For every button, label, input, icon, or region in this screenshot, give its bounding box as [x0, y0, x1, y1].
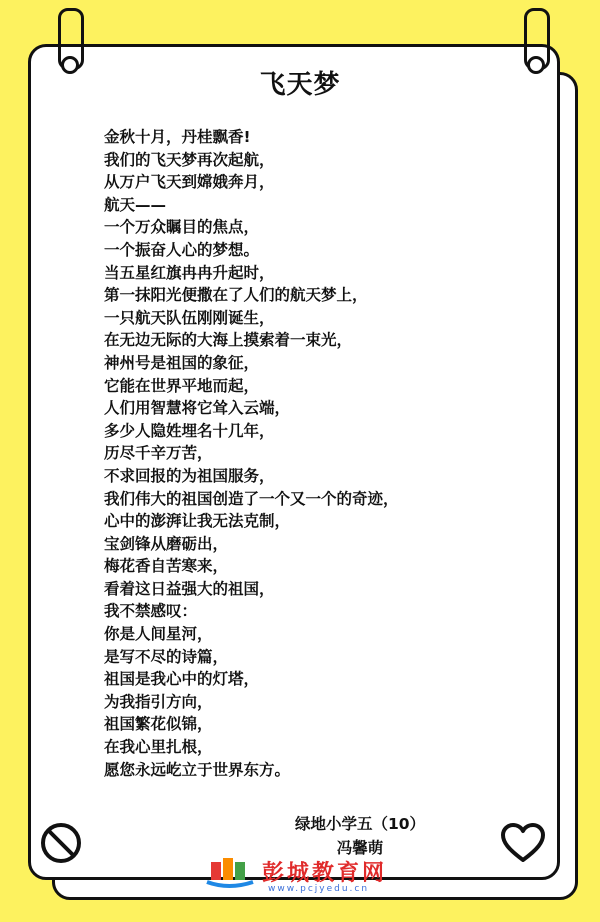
poem-line: 一个万众瞩目的焦点，: [104, 218, 260, 237]
watermark-url: www.pcjyedu.cn: [268, 884, 370, 894]
poem-line: 祖国繁花似锦，: [104, 715, 213, 734]
poem-line: 它能在世界平地而起，: [104, 376, 260, 395]
poem-line: 第一抹阳光便撒在了人们的航天梦上，: [104, 286, 368, 305]
poem-line: 为我指引方向，: [104, 692, 213, 711]
watermark-name: 彭城教育网: [262, 861, 388, 886]
poem-line: 我们伟大的祖国创造了一个又一个的奇迹，: [104, 489, 399, 508]
poem-body: [104, 126, 544, 781]
poem-line: 不求回报的为祖国服务，: [104, 466, 275, 485]
no-symbol-icon: [40, 822, 82, 864]
poem-line: 我们的飞天梦再次起航，: [104, 150, 275, 169]
poem-line: 在我心里扎根，: [104, 738, 213, 757]
poem-line: 宝剑锋从磨砺出，: [104, 534, 229, 553]
poem-line: 一个振奋人心的梦想。: [104, 240, 260, 259]
poem-line: 当五星红旗冉冉升起时，: [104, 263, 275, 282]
poem-line: 你是人间星河，: [104, 625, 213, 644]
heart-icon: [500, 822, 546, 864]
poem-line: 祖国是我心中的灯塔，: [104, 670, 260, 689]
signature-school: 绿地小学五（10）: [294, 815, 426, 833]
poem-line: 梅花香自苦寒来，: [104, 557, 229, 576]
poem-line: 在无边无际的大海上摸索着一束光，: [104, 331, 353, 350]
poem-line: 我不禁感叹：: [104, 602, 198, 621]
poem-line: 是写不尽的诗篇，: [104, 647, 229, 666]
poem-line: 神州号是祖国的象征，: [104, 353, 260, 372]
poem-line: 多少人隐姓埋名十几年，: [104, 421, 275, 440]
poem-line: 金秋十月，丹桂飘香!: [104, 128, 251, 146]
poem-line: 心中的澎湃让我无法克制，: [104, 512, 291, 531]
poem-line: 人们用智慧将它耸入云端，: [104, 399, 291, 418]
poem-line: 从万户飞天到嫦娥奔月，: [104, 173, 275, 192]
poem-line: 航天——: [104, 195, 167, 214]
poem-line: 愿您永远屹立于世界东方。: [104, 760, 291, 779]
poem-line: 历尽千辛万苦，: [104, 444, 213, 463]
signature-author: 冯馨萌: [336, 839, 384, 857]
poem-line: 一只航天队伍刚刚诞生，: [104, 308, 275, 327]
page-title: 飞天梦: [259, 70, 341, 100]
poem-line: 看着这日益强大的祖国，: [104, 579, 275, 598]
